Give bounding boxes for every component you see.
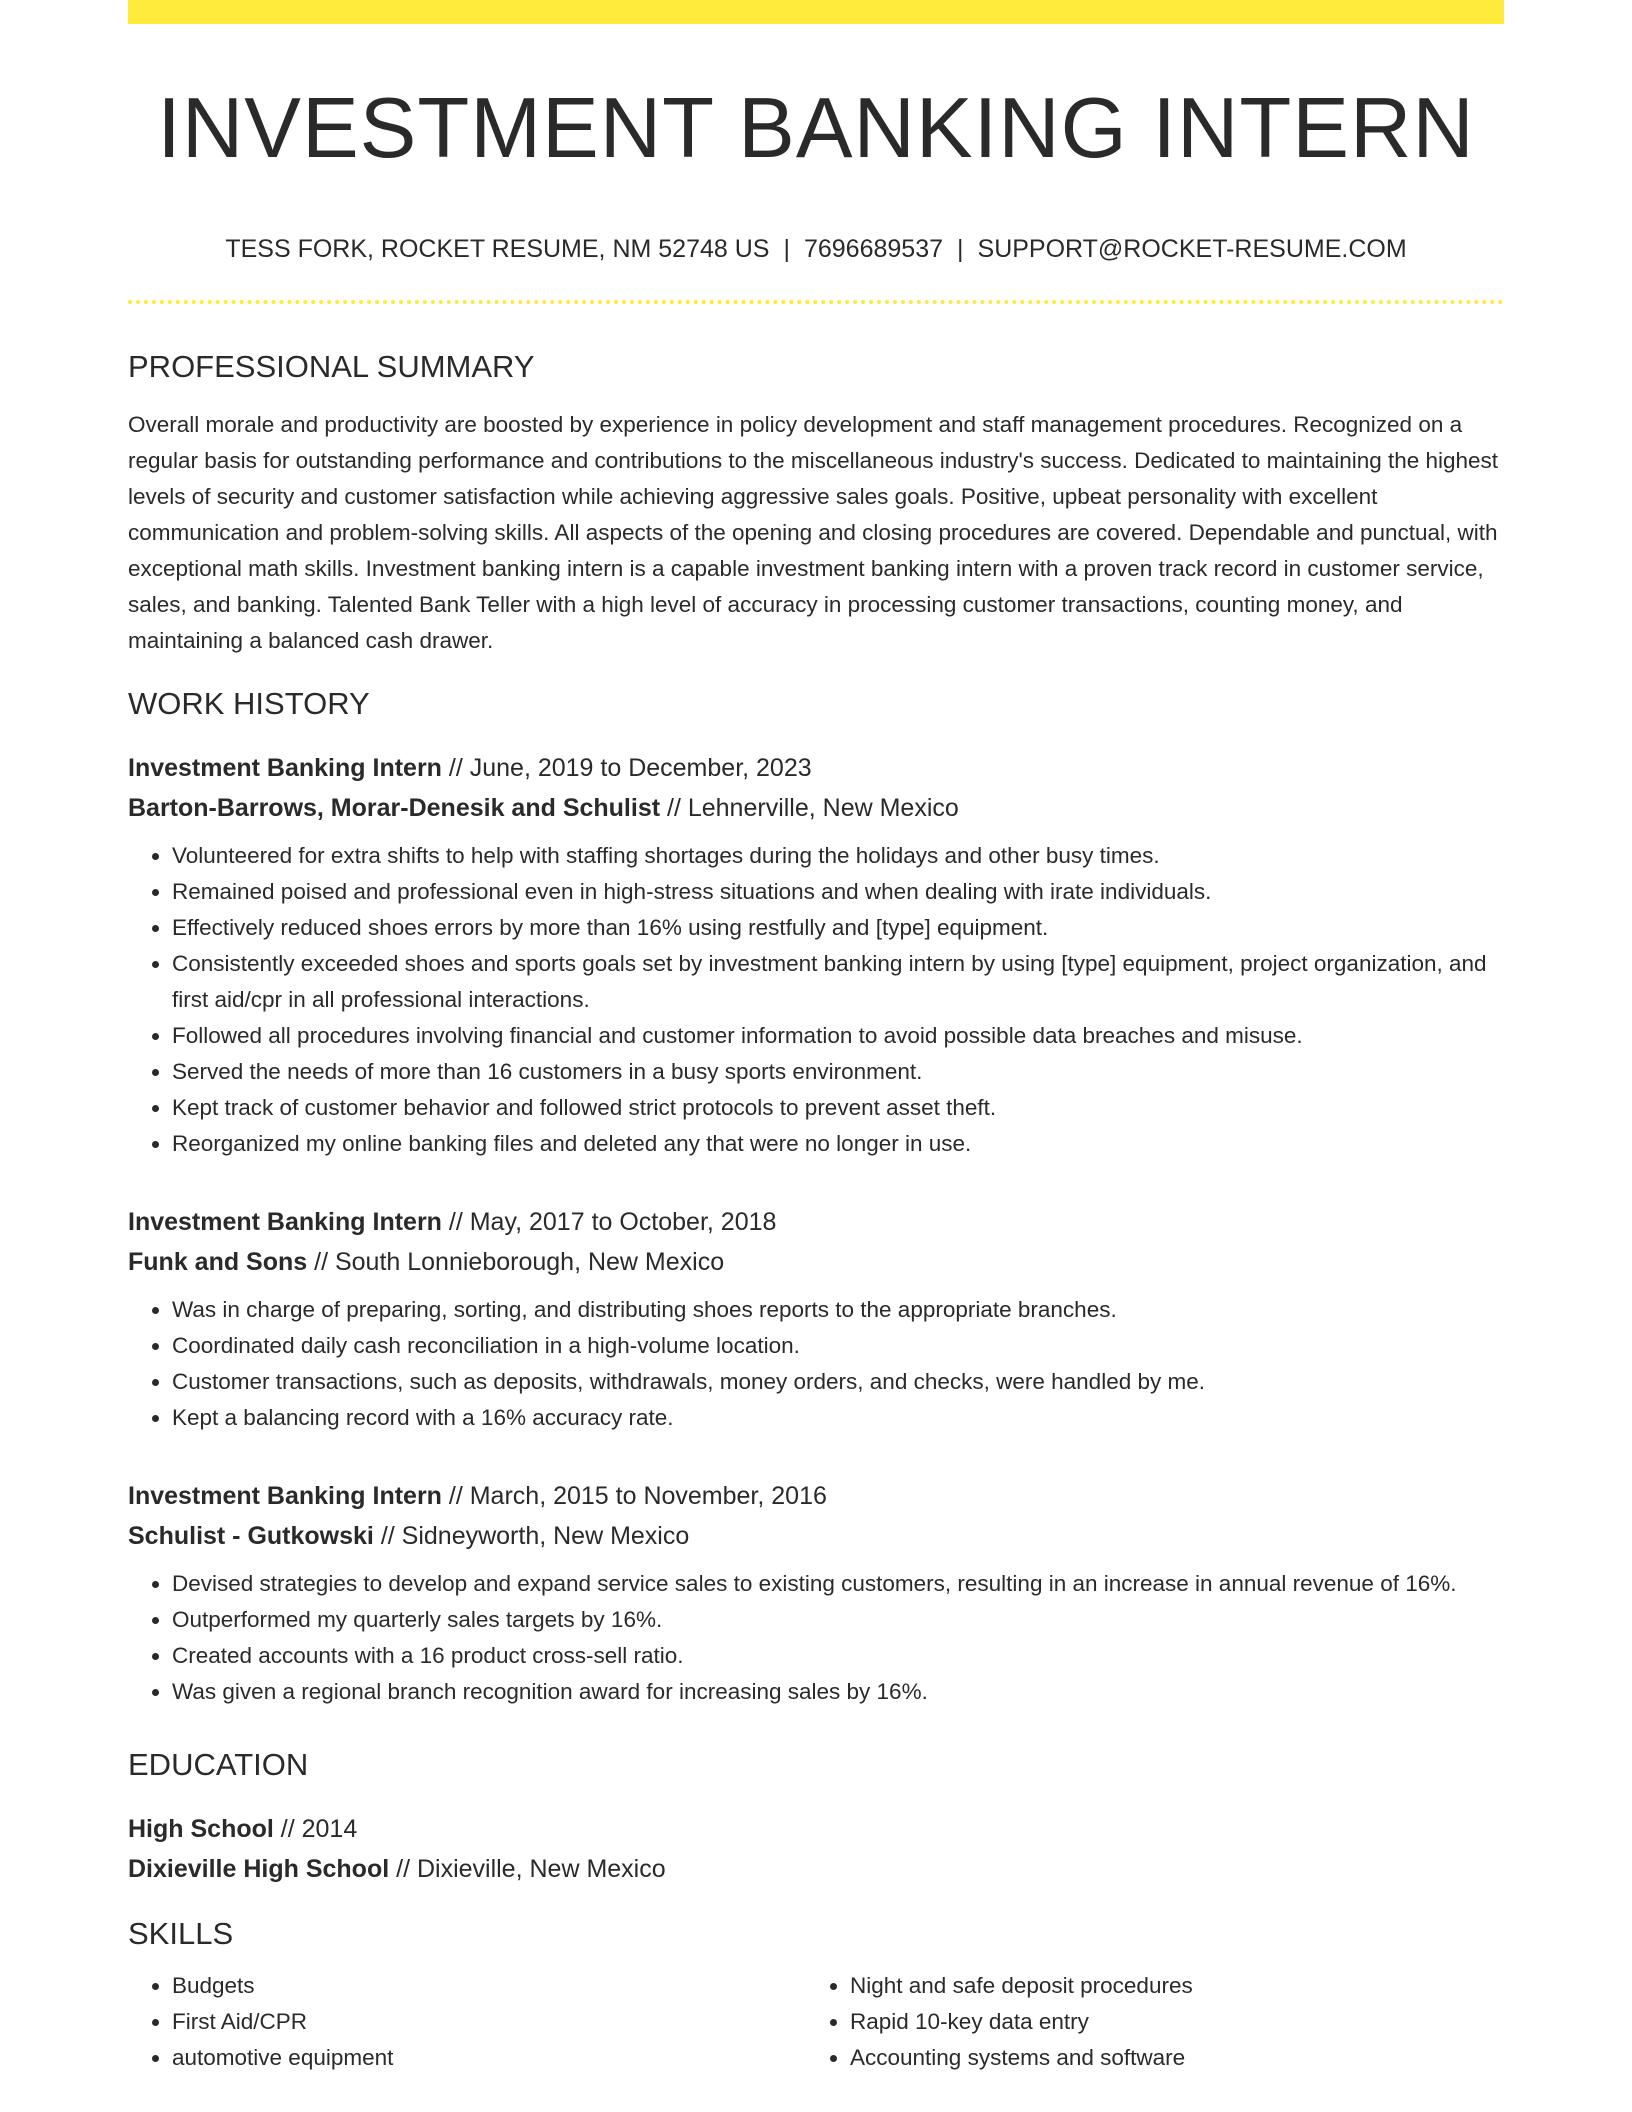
list-item: • Devised strategies to develop and expand service sales to existing customers, resulting in an increase in annual revenue of 16%. [172,1566,1504,1602]
education-year: // 2014 [273,1815,358,1844]
job-entry [128,748,1504,1162]
list-item: • Created accounts with a 16 product cross-sell ratio. [172,1638,1504,1674]
education-degree-line [128,1809,1504,1849]
job-title: Investment Banking Intern [128,1481,442,1510]
job-dates: // March, 2015 to November, 2016 [441,1481,827,1510]
job-bullets [128,838,1504,1162]
summary-heading: PROFESSIONAL SUMMARY [128,348,535,384]
list-item: • Coordinated daily cash reconciliation in a high-volume location. [172,1328,1504,1364]
job-entry [128,1202,1504,1436]
contact-address: TESS FORK, ROCKET RESUME, NM 52748 US [225,234,770,263]
skill-item: • automotive equipment [172,2040,806,2076]
job-entry [128,1476,1504,1710]
top-accent-bar [128,0,1504,24]
skill-item: • First Aid/CPR [172,2004,806,2040]
skill-item: • Rapid 10-key data entry [850,2004,1484,2040]
list-item: • Kept a balancing record with a 16% accuracy rate. [172,1400,1504,1436]
skills-column-right [806,1968,1484,2076]
list-item: • Kept track of customer behavior and followed strict protocols to prevent asset theft. [172,1090,1504,1126]
summary-text: Overall morale and productivity are boosted by experience in policy development and staff management procedures. Recognized on a regular basis for outstanding performance and contributions to the miscellaneous industry's success. Dedicated to maintaining the highest levels of security and customer satisfaction while achieving aggressive sales goals. Positive, upbeat personality with excellent communication and problem-solving skills. All aspects of the opening and closing procedures are covered. Dependable and punctual, with exceptional math skills. Investment banking intern is a capable investment banking intern with a proven track record in customer service, sales, and banking. Talented Bank Teller with a high level of accuracy in processing customer transactions, counting money, and maintaining a balanced cash drawer. [128,411,1499,653]
job-dates: // May, 2017 to October, 2018 [441,1207,777,1236]
contact-line [128,234,1504,264]
education-heading: EDUCATION [128,1746,309,1782]
list-item: • Served the needs of more than 16 customers in a busy sports environment. [172,1054,1504,1090]
skills-list [128,1968,1504,2076]
job-company: Barton-Barrows, Morar-Denesik and Schulist [128,793,661,822]
job-dates: // June, 2019 to December, 2023 [441,753,812,782]
job-company-line [128,1242,1504,1282]
list-item: • Reorganized my online banking files and deleted any that were no longer in use. [172,1126,1504,1162]
contact-separator: | [783,234,790,263]
list-item: • Followed all procedures involving financial and customer information to avoid possible data breaches and misuse. [172,1018,1504,1054]
job-location: // Lehnerville, New Mexico [660,793,959,822]
education-school-line [128,1849,1504,1889]
list-item: • Outperformed my quarterly sales targets by 16%. [172,1602,1504,1638]
skills-heading: SKILLS [128,1916,234,1952]
job-title-line [128,1202,1504,1242]
list-item: • Effectively reduced shoes errors by more than 16% using restfully and [type] equipment. [172,910,1504,946]
education-degree: High School [128,1815,274,1844]
job-company: Schulist - Gutkowski [128,1521,374,1550]
list-item: • Was in charge of preparing, sorting, and distributing shoes reports to the appropriate branches. [172,1292,1504,1328]
job-title: Investment Banking Intern [128,1207,442,1236]
skill-item: • Night and safe deposit procedures [850,1968,1484,2004]
job-title-line [128,748,1504,788]
education-entry [128,1809,1504,1889]
job-title-line [128,1476,1504,1516]
job-company: Funk and Sons [128,1247,308,1276]
list-item: • Volunteered for extra shifts to help with staffing shortages during the holidays and other busy times. [172,838,1504,874]
skill-item: • Accounting systems and software [850,2040,1484,2076]
skill-item: • Budgets [172,1968,806,2004]
page-title: INVESTMENT BANKING INTERN [157,81,1475,176]
list-item: • Remained poised and professional even in high-stress situations and when dealing with irate individuals. [172,874,1504,910]
dotted-divider [128,300,1504,304]
job-company-line [128,1516,1504,1556]
work-history-heading: WORK HISTORY [128,685,370,721]
job-bullets [128,1566,1504,1710]
list-item: • Customer transactions, such as deposits, withdrawals, money orders, and checks, were handled by me. [172,1364,1504,1400]
contact-email: SUPPORT@ROCKET-RESUME.COM [977,234,1407,263]
job-location: // South Lonnieborough, New Mexico [307,1247,725,1276]
job-bullets [128,1292,1504,1436]
contact-phone: 7696689537 [803,234,944,263]
education-school: Dixieville High School [128,1855,390,1884]
list-item: • Was given a regional branch recognition award for increasing sales by 16%. [172,1674,1504,1710]
job-title: Investment Banking Intern [128,753,442,782]
contact-separator: | [957,234,964,263]
skills-column-left [128,1968,806,2076]
job-location: // Sidneyworth, New Mexico [373,1521,690,1550]
resume-page [128,0,1504,2076]
job-company-line [128,788,1504,828]
education-location: // Dixieville, New Mexico [389,1855,666,1884]
list-item: • Consistently exceeded shoes and sports goals set by investment banking intern by using [type] equipment, project organization, and first aid/cpr in all professional interactions. [172,946,1504,1018]
